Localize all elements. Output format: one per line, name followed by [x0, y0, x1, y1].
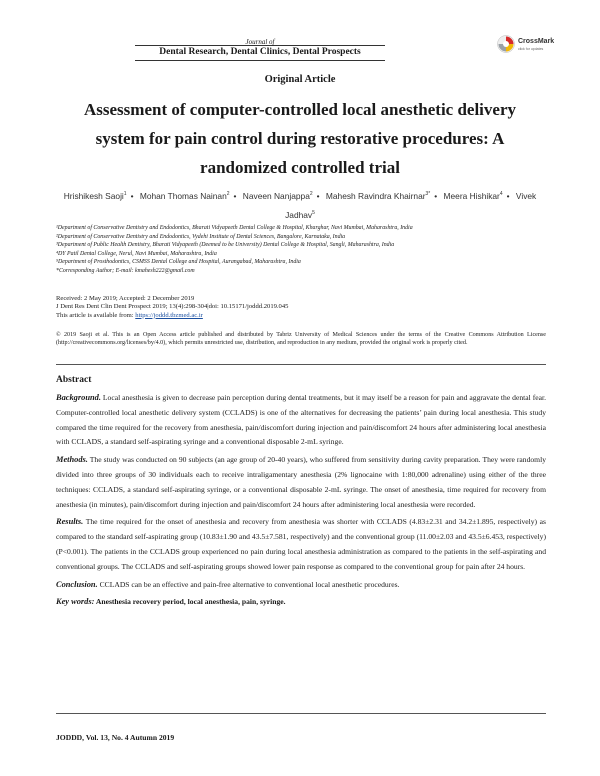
- author-separator: •: [434, 190, 438, 201]
- author-affiliation-marker: 4: [499, 191, 503, 197]
- abstract-rule-bottom: [56, 713, 546, 714]
- affiliation-item: ³Department of Public Health Dentistry, Bharati Vidyapeeth (Deemed to be University) Dental College & Hospital, Sangli, Maharashtra, India: [56, 242, 395, 249]
- author-affiliation-marker: 5: [312, 209, 315, 216]
- abstract-conclusion: [56, 578, 546, 593]
- abstract-body: [56, 391, 546, 613]
- author-affiliation-marker: 2: [226, 191, 230, 197]
- affiliation-item: ⁵Department of Prosthodontics, CSMSS Dental College and Hospital, Aurangabad, Maharashtra, India: [56, 259, 301, 266]
- page-footer: JODDD, Vol. 13, No. 4 Autumn 2019: [56, 733, 175, 742]
- author-affiliation-marker: 1: [123, 191, 127, 197]
- article-type: Original Article: [264, 74, 336, 85]
- author-name: Naveen Nanjappa: [242, 190, 310, 201]
- author-separator: •: [130, 190, 134, 201]
- abstract-keywords: [56, 595, 546, 610]
- affiliation-item: ⁴DY Patil Dental College, Nerul, Navi Mumbai, Maharashtra, India: [56, 250, 217, 257]
- affiliation-item: ²Department of Conservative Dentistry and Endodontics, Vydehi Institute of Dental Sciences, Bangalore, Karnataka, India: [56, 233, 346, 240]
- received-accepted: Received: 2 May 2019; Accepted: 2 December 2019: [56, 295, 195, 302]
- author-name: Mahesh Ravindra Khairnar: [325, 190, 426, 201]
- conclusion-text: CCLADS can be an effective and pain-free alternative to conventional local anesthetic procedures.: [97, 579, 400, 589]
- author-separator: •: [316, 190, 320, 201]
- results-label: Results.: [56, 517, 84, 527]
- conclusion-label: Conclusion.: [56, 579, 98, 589]
- keywords-label: Key words:: [56, 597, 95, 607]
- author-affiliation-marker: 3*: [425, 191, 431, 197]
- abstract-methods: [56, 453, 546, 512]
- journal-url-link[interactable]: https://joddd.tbzmed.ac.ir: [135, 311, 203, 319]
- methods-label: Methods.: [56, 455, 88, 465]
- abstract-heading: Abstract: [56, 375, 92, 385]
- author-list: [60, 186, 540, 224]
- license-statement: © 2019 Saoji et al. This is an Open Access article published and distributed by Tabriz University of Medical Sciences under the terms of the Creative Commons Attribution License (http://creativecommons.org/licenses/by/4.0), which permits unrestricted use, distribution, and reproduction in any medium, provided the original work is properly cited.: [56, 332, 546, 347]
- availability-line: [56, 312, 546, 320]
- affiliation-list: [56, 224, 546, 276]
- author-separator: •: [233, 190, 237, 201]
- author-name: Vivek Jadhav: [285, 190, 537, 220]
- results-text: The time required for the onset of anesthesia and recovery from anesthesia was shorter with CCLADS (4.83±2.31 and 34.2±1.895, respectively) as compared to the standard self-aspirating group (10.83±1.90 and 43.5±7.581, respectively) and the conventional group (11.00±2.03 and 43.5±6.453, respectively) (P<0.001). The patients in the CCLADS group experienced no pain during local anesthesia administration as compared to the patients in the self-aspirating and conventional groups. The CCLADS and self-aspirating groups showed lower pain response as compared to the conventional group for pain after 24 hours.: [56, 517, 546, 571]
- background-label: Background.: [56, 393, 101, 402]
- article-title: Assessment of computer-controlled local anesthetic delivery system for pain control during restorative procedures: A randomized controlled trial: [84, 100, 516, 177]
- availability-prefix: This article is available from:: [56, 311, 136, 319]
- abstract-rule-top: [56, 364, 546, 365]
- author-name: Mohan Thomas Nainan: [139, 190, 227, 201]
- citation-line: J Dent Res Dent Clin Dent Prospect 2019; 13(4):298-304|doi: 10.15171/joddd.2019.045: [56, 303, 289, 311]
- crossmark-sub: click for updates: [518, 47, 544, 51]
- abstract-background: [56, 391, 546, 450]
- author-name: Meera Hishikar: [443, 190, 500, 201]
- crossmark-label: CrossMark: [518, 38, 555, 45]
- background-text: Local anesthesia is given to decrease pain perception during dental treatments, but it may itself be a reason for pain and aggravate the dental fear. Computer-controlled local anesthetic delivery system (CCLADS) is one of the alternatives for decreasing the patients’ pain during local anesthesia. This study compared the time required for the recovery from anesthesia, pain/discomfort during injection and pain/discomfort 24 hours after administering local anesthesia with CCLADS, a standard self-aspirating syringe and a conventional disposable 2-mL syringe.: [56, 393, 546, 447]
- header-rule-bottom: [135, 60, 385, 61]
- crossmark-badge[interactable]: [497, 35, 577, 57]
- journal-name: Dental Research, Dental Clinics, Dental Prospects: [159, 47, 361, 57]
- journal-kicker: Journal of: [245, 38, 275, 46]
- methods-text: The study was conducted on 90 subjects (an age group of 20-40 years), who suffered from sensitivity during cavity preparation. They were randomly divided into three groups of 30 individuals each to receive intraligamentary anesthesia (2% lignocaine with 1:80,000 adrenaline) using either of the three techniques: CCLADS, a standard self-aspirating syringe, or a conventional disposable 2-mL syringe. The onset of anesthesia, time required for recovery from anesthesia (in minutes), pain/discomfort during injection and pain/discomfort 24 hours after administering local anesthesia were recorded.: [56, 455, 546, 509]
- keywords-text: Anesthesia recovery period, local anesthesia, pain, syringe.: [94, 597, 286, 607]
- corresponding-author: *Corresponding Author; E-mail: kmahesh222@gmail.com: [56, 267, 195, 274]
- author-affiliation-marker: 2: [309, 191, 313, 197]
- abstract-results: [56, 515, 546, 574]
- affiliation-item: ¹Department of Conservative Dentistry and Endodontics, Bharati Vidyapeeth Dental College & Hospital, Kharghar, Navi Mumbai, Maharashtra, India: [56, 225, 413, 231]
- author-separator: •: [506, 190, 510, 201]
- crossmark-icon: [497, 35, 515, 53]
- article-dates: [56, 295, 546, 320]
- author-name: Hrishikesh Saoji: [63, 190, 124, 201]
